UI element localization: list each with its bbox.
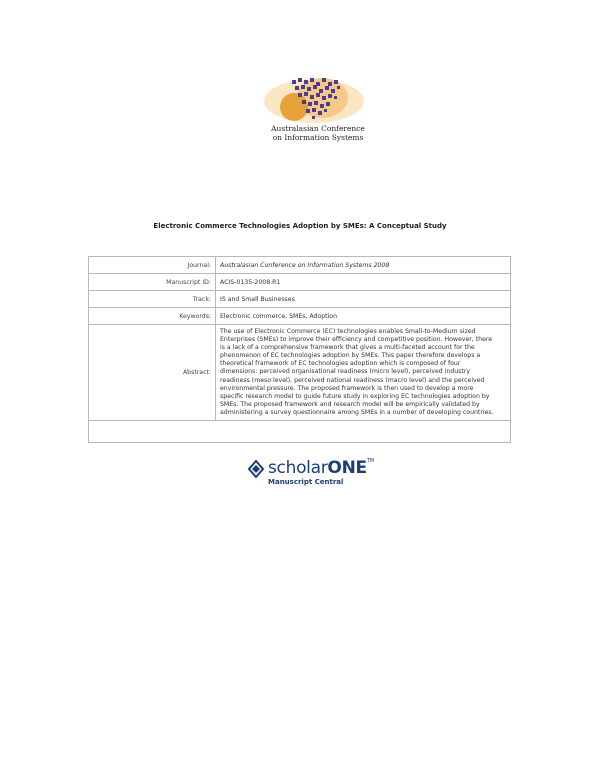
scholarone-word-bold: ONE bbox=[327, 458, 367, 478]
abstract-line: theoretical framework of EC technologies adoption which is composed of four bbox=[220, 360, 461, 368]
abstract-line: dimensions: perceived organisational readiness (micro level), perceived industry bbox=[220, 368, 471, 376]
scholarone-wordmark bbox=[268, 458, 374, 478]
abstract-label: Abstract: bbox=[89, 325, 216, 421]
scholarone-logo bbox=[246, 458, 374, 488]
track-row bbox=[89, 291, 511, 308]
conference-name bbox=[262, 124, 374, 142]
scholarone-word-light: scholar bbox=[268, 458, 328, 478]
abstract-line: phenomenon of EC technologies adoption by SMEs. This paper therefore develops a bbox=[220, 352, 481, 360]
scholarone-swirl-icon bbox=[246, 459, 266, 479]
abstract-text bbox=[216, 325, 511, 421]
journal-row bbox=[89, 257, 511, 274]
track-value: IS and Small Businesses bbox=[216, 291, 511, 308]
keywords-row bbox=[89, 308, 511, 325]
manuscript-id-row bbox=[89, 274, 511, 291]
acis-logo-mark-icon bbox=[262, 74, 374, 124]
abstract-line: readiness (meso level), perceived national readiness (macro level) and the perceived bbox=[220, 376, 485, 384]
abstract-line: specific research model to guide future study in exploring EC technologies adoption by bbox=[220, 392, 490, 400]
conference-name-line-2: on Information Systems bbox=[272, 133, 364, 142]
track-label: Track: bbox=[89, 291, 216, 308]
manuscript-details-table bbox=[88, 256, 511, 443]
abstract-line: environmental pressure. The proposed framework is then used to develop a more bbox=[220, 384, 474, 392]
keywords-label: Keywords: bbox=[89, 308, 216, 325]
manuscript-id-label: Manuscript ID: bbox=[89, 274, 216, 291]
abstract-line: administering a survey questionnaire among SMEs in a number of developing countries. bbox=[220, 408, 494, 416]
trademark-symbol: TM bbox=[366, 458, 374, 464]
empty-row bbox=[89, 421, 511, 443]
keywords-value: Electronic commerce, SMEs, Adoption bbox=[216, 308, 511, 325]
journal-value: Australasian Conference on Information Systems 2008 bbox=[216, 257, 511, 274]
conference-logo bbox=[262, 74, 374, 146]
abstract-line: SMEs. The proposed framework and research model will be empirically validated by bbox=[220, 400, 480, 408]
abstract-row bbox=[89, 325, 511, 421]
manuscript-central-label: Manuscript Central bbox=[268, 478, 344, 486]
document-title: Electronic Commerce Technologies Adoption by SMEs: A Conceptual Study bbox=[153, 222, 447, 230]
journal-label: Journal: bbox=[89, 257, 216, 274]
empty-cell bbox=[89, 421, 511, 443]
manuscript-id-value: ACIS-0135-2008.R1 bbox=[216, 274, 511, 291]
abstract-line: is a lack of a comprehensive framework that gives a multi-faceted account for the bbox=[220, 344, 475, 352]
conference-name-line-1: Australasian Conference bbox=[271, 124, 365, 133]
abstract-line: Enterprises (SMEs) to improve their efficiency and competitive position. However, there bbox=[220, 336, 493, 344]
abstract-line: The use of Electronic Commerce (EC) technologies enables Small-to-Medium sized bbox=[220, 328, 476, 335]
